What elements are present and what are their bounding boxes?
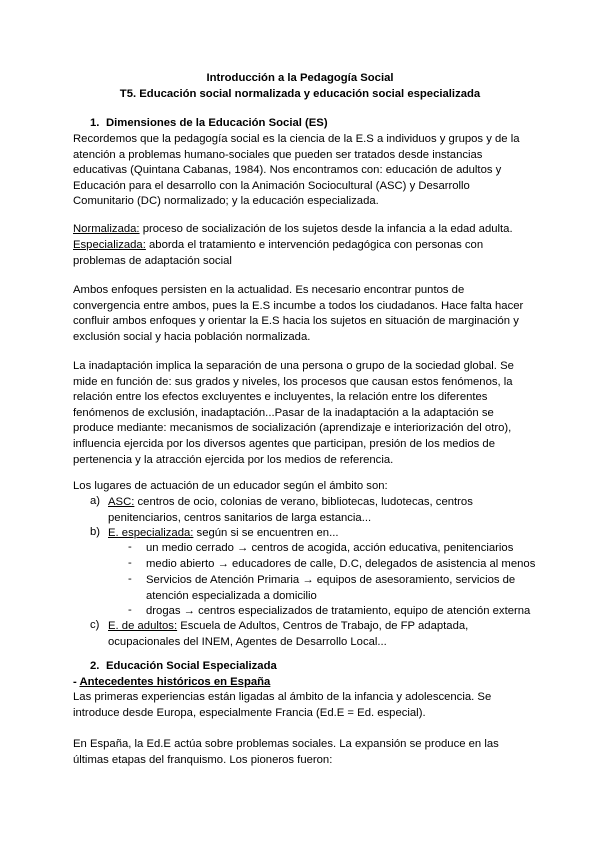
document-subtitle: T5. Educación social normalizada y educación social especializada [119,88,481,100]
term-normalizada: Normalizada: [73,223,140,235]
dash: - [73,676,80,688]
list-item-adultos [108,619,520,650]
sublist-item: drogas → centros especializados de tratamiento, equipo de atención externa [146,605,531,617]
sublist-marker: - [128,604,132,616]
paragraph-lugares: Los lugares de actuación de un educador según el ámbito son: [73,480,388,492]
text-adultos: Escuela de Adultos, Centros de Trabajo, de FP adaptada, ocupacionales del INEM, Agentes de Desarrollo Local... [108,620,469,648]
list-marker: a) [90,495,101,507]
document-title: Introducción a la Pedagogía Social [206,72,394,84]
paragraph-espana: En España, la Ed.E actúa sobre problemas sociales. La expansión se produce en las últimas etapas del franquismo. Los pioneros fueron: [73,738,499,766]
text-e-especializada: según si se encuentren en... [193,527,339,539]
section-2-number: 2. [90,660,100,672]
section-1-number: 1. [90,117,100,129]
definition-normalizada [73,222,533,238]
term-e-especializada: E. especializada: [108,527,194,539]
sublist-marker: - [128,557,132,569]
paragraph-inadaptacion: La inadaptación implica la separación de una persona o grupo de la sociedad global. Se mide en función de: sus grados y niveles, los procesos que causan estos fenómenos, la relación entre los efectos excluyentes e incluyentes, la relación entre los diferentes fenómenos de exclusión, inadaptación...Pasar de la inadaptación a la adaptación se produce mediante: mecanismos de socialización (aprendizaje e interiorización del otro), influencia ejercida por los diversos agentes que participan, presión de los medios de pertenencia y la atracción ejercida por los medios de referencia. [73,360,514,466]
paragraph-intro: Recordemos que la pedagogía social es la ciencia de la E.S a individuos y grupos y de la atención a problemas humano-sociales que pueden ser tratados desde instancias educativas (Quintana Cabanas, 1984). Nos encontramos con: educación de adultos y Educación para el desarrollo con la Animación Sociocultural (ASC) y Desarrollo Comunitario (DC) normalizado; y la educación especializada. [73,133,520,208]
list-marker: b) [90,526,101,538]
term-asc: ASC: [108,496,135,508]
paragraph-experiencias: Las primeras experiencias están ligadas al ámbito de la infancia y adolescencia. Se introduce desde Europa, especialmente Francia (Ed.E = Ed. especial). [73,691,492,719]
text-especializada: aborda el tratamiento e intervención pedagógica con personas con problemas de adaptación social [73,239,484,267]
text-normalizada: proceso de socialización de los sujetos desde la infancia a la edad adulta. [139,223,513,235]
definition-especializada [73,238,533,269]
list-marker: c) [90,619,100,631]
list-item-especializada [108,526,520,542]
sublist-marker: - [128,541,132,553]
section-1-title: Dimensiones de la Educación Social (ES) [106,117,328,129]
section-2-title: Educación Social Especializada [106,660,277,672]
sublist-marker: - [128,573,132,585]
text-asc: centros de ocio, colonias de verano, bibliotecas, ludotecas, centros penitenciarios, centros sanitarios de larga estancia... [108,496,473,524]
subheading-antecedentes [73,675,533,691]
antecedentes-title: Antecedentes históricos en España [79,676,271,688]
paragraph-enfoques: Ambos enfoques persisten en la actualidad. Es necesario encontrar puntos de convergencia entre ambos, pues la E.S incumbe a todos los ciudadanos. Hace falta hacer confluir ambos enfoques y orientar la E.S hacia los sujetos en situación de marginación y exclusión social y hacia población normalizada. [73,284,524,343]
sublist-item: un medio cerrado → centros de acogida, acción educativa, penitenciarios [146,542,514,554]
list-item-asc [108,495,520,526]
term-especializada: Especializada: [73,239,146,251]
term-adultos: E. de adultos: [108,620,178,632]
sublist-item: Servicios de Atención Primaria → equipos de asesoramiento, servicios de atención especializada a domicilio [146,574,516,602]
sublist-item: medio abierto → educadores de calle, D.C, delegados de asistencia al menos [146,558,536,570]
